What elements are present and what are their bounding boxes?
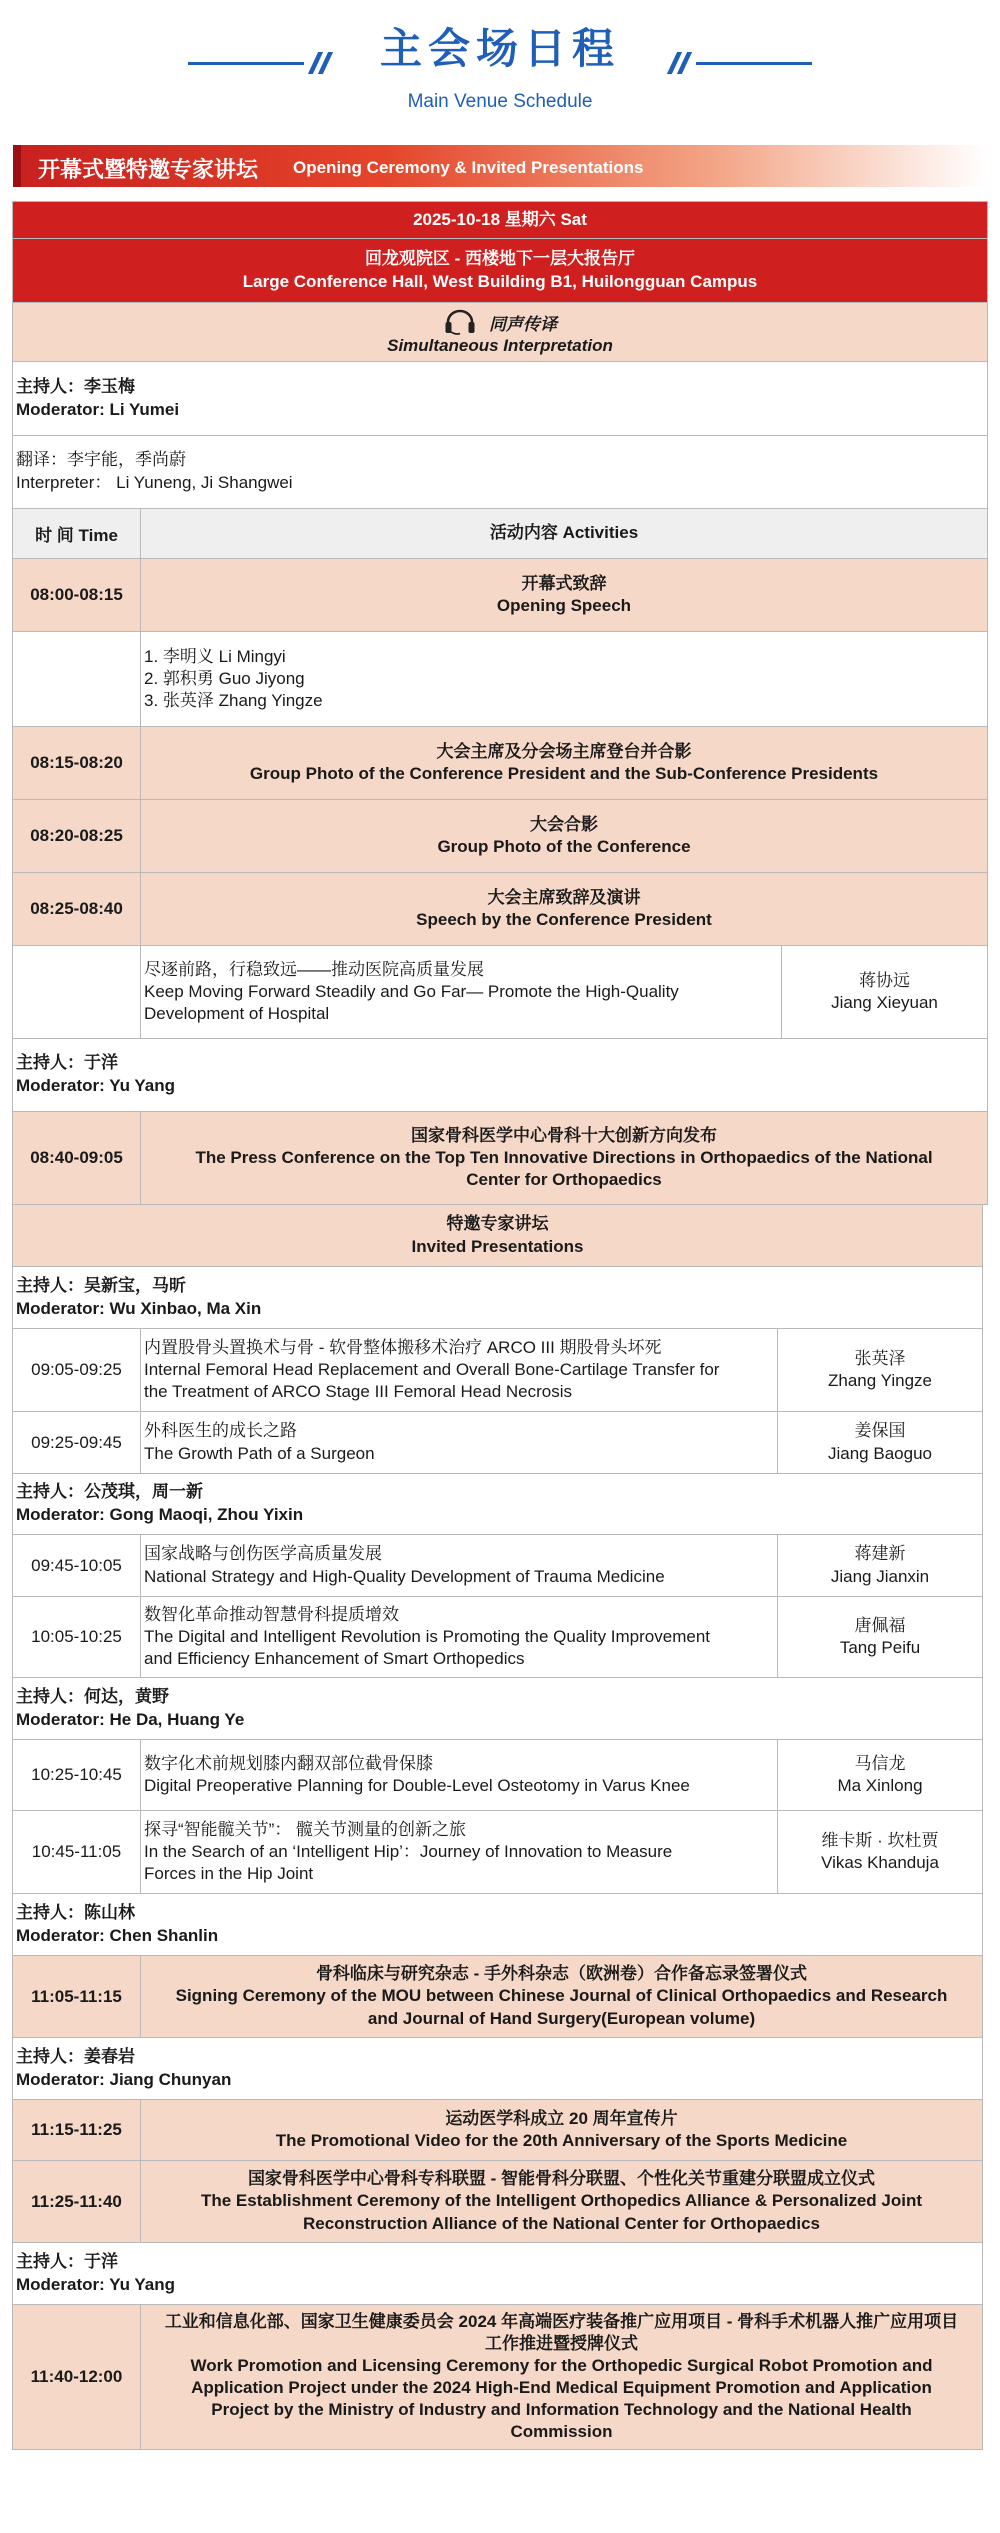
moderator-en: Moderator: Yu Yang [16, 1076, 176, 1095]
speaker-en: Jiang Baoguo [828, 1443, 932, 1463]
talk-row [12, 1535, 983, 1597]
activity-cell [141, 873, 987, 945]
moderator-en: Moderator: Jiang Chunyan [16, 2069, 232, 2089]
time-cell: 11:15-11:25 [13, 2100, 141, 2160]
activity-en: Speech by the Conference President [416, 910, 712, 929]
talk-title-en: Digital Preoperative Planning for Double-Level Osteotomy in Varus Knee [144, 1776, 690, 1795]
talk-title [141, 1597, 777, 1677]
moderator-zh: 主持人：吴新宝，马昕 [16, 1275, 186, 1295]
moderator-en: Moderator: He Da, Huang Ye [16, 1709, 245, 1729]
talk-row [12, 1740, 983, 1811]
venue-zh: 回龙观院区 - 西楼地下一层大报告厅 [364, 249, 636, 269]
activity-en: Application Project under the 2024 High-End Medical Equipment Promotion and Application [191, 2378, 932, 2397]
talk-title-zh: 数字化术前规划膝内翻双部位截骨保膝 [144, 1753, 433, 1773]
schedule-table [12, 201, 988, 2450]
talk-title-zh: 外科医生的成长之路 [144, 1421, 297, 1441]
activity-cell [141, 727, 987, 799]
moderator-row [12, 362, 988, 436]
schedule-row [12, 1956, 983, 2038]
activity-en: and Journal of Hand Surgery(European volume) [367, 2008, 756, 2028]
speaker-zh: 蒋建新 [854, 1544, 906, 1564]
interpreter-row [12, 436, 988, 509]
talk-row [12, 946, 988, 1039]
speaker-cell [781, 946, 987, 1038]
activity-cell [141, 1112, 987, 1204]
venue-en: Large Conference Hall, West Building B1, Huilongguan Campus [242, 271, 758, 291]
moderator-row [12, 1474, 983, 1535]
column-header-row [12, 509, 988, 559]
activity-zh: 大会主席及分会场主席登台并合影 [436, 741, 692, 761]
moderator-en: Moderator: Chen Shanlin [16, 1925, 219, 1945]
activity-zh: 大会合影 [530, 814, 598, 834]
moderator-zh: 主持人：姜春岩 [16, 2046, 135, 2066]
speaker-cell [777, 1412, 982, 1473]
column-header-activities: 活动内容 Activities [489, 523, 639, 543]
time-cell: 08:40-09:05 [13, 1112, 141, 1204]
talk-title-en: Internal Femoral Head Replacement and Overall Bone-Cartilage Transfer for [144, 1359, 720, 1379]
schedule-row [12, 873, 988, 946]
talk-title [141, 946, 781, 1038]
schedule-row [12, 559, 988, 632]
moderator-en: Moderator: Yu Yang [16, 2274, 176, 2294]
schedule-row [12, 1112, 988, 1205]
moderator-zh: 主持人：于洋 [16, 1053, 118, 1073]
time-cell-empty [13, 946, 141, 1038]
time-cell: 08:00-08:15 [13, 559, 141, 631]
schedule-row [12, 2305, 983, 2450]
speaker-cell [777, 1329, 982, 1411]
talk-title-zh: 数智化革命推动智慧骨科提质增效 [144, 1604, 399, 1624]
activity-en: Reconstruction Alliance of the National Center for Orthopaedics [303, 2213, 820, 2233]
time-cell: 10:05-10:25 [13, 1597, 141, 1677]
section-banner-accent [13, 145, 21, 187]
activity-en: Group Photo of the Conference [437, 837, 691, 856]
interpretation-row [12, 303, 988, 362]
talk-title [141, 1535, 777, 1596]
speaker-zh: 姜保国 [854, 1421, 906, 1441]
moderator-row [12, 1267, 983, 1329]
time-cell: 09:45-10:05 [13, 1535, 141, 1596]
speaker-item: 2. 郭积勇 Guo Jiyong [144, 668, 305, 688]
schedule-row [12, 2100, 983, 2161]
speaker-zh: 马信龙 [854, 1753, 906, 1773]
speaker-zh: 唐佩福 [854, 1615, 906, 1635]
speaker-cell [777, 1740, 982, 1810]
interpreter-en: Interpreter： Li Yuneng, Ji Shangwei [16, 473, 293, 492]
talk-title [141, 1329, 777, 1411]
activity-cell [141, 559, 987, 631]
section-title-zh: 开幕式暨特邀专家讲坛 [38, 157, 259, 182]
speaker-item: 1. 李明义 Li Mingyi [144, 646, 286, 666]
moderator-row [12, 2038, 983, 2100]
talk-title-zh: 尽逐前路，行稳致远——推动医院高质量发展 [144, 959, 484, 979]
speaker-en: Zhang Yingze [828, 1371, 932, 1390]
si-en: Simultaneous Interpretation [387, 336, 613, 355]
time-cell: 09:05-09:25 [13, 1329, 141, 1411]
talk-row [12, 1811, 983, 1894]
activity-cell [141, 800, 987, 872]
time-cell: 08:15-08:20 [13, 727, 141, 799]
time-cell: 10:25-10:45 [13, 1740, 141, 1810]
date-text: 2025-10-18 星期六 Sat [413, 209, 587, 229]
speaker-list [141, 632, 987, 726]
time-cell: 08:25-08:40 [13, 873, 141, 945]
moderator-row [12, 1894, 983, 1956]
speaker-en: Vikas Khanduja [821, 1853, 939, 1872]
talk-title-en: Development of Hospital [144, 1004, 330, 1024]
activity-en: Group Photo of the Conference President and the Sub-Conference Presidents [249, 764, 879, 783]
activity-en: The Promotional Video for the 20th Anniversary of the Sports Medicine [275, 2131, 848, 2150]
talk-title-en: the Treatment of ARCO Stage III Femoral Head Necrosis [144, 1382, 573, 1402]
activity-cell [141, 1956, 982, 2037]
moderator-row [12, 1039, 988, 1112]
activity-zh: 开幕式致辞 [521, 573, 607, 593]
si-zh: 同声传译 [489, 314, 557, 334]
talk-title-en: The Growth Path of a Surgeon [144, 1443, 375, 1463]
speaker-zh: 维卡斯 · 坎杜贾 [821, 1830, 939, 1850]
activity-cell [141, 2305, 982, 2449]
moderator-zh: 主持人：陈山林 [16, 1902, 135, 1922]
talk-title-zh: 国家战略与创伤医学高质量发展 [144, 1544, 382, 1564]
time-cell: 11:05-11:15 [13, 1956, 141, 2037]
talk-title [141, 1412, 777, 1473]
invited-zh: 特邀专家讲坛 [446, 1214, 549, 1234]
activity-zh: 骨科临床与研究杂志 - 手外科杂志（欧洲卷）合作备忘录签署仪式 [315, 1964, 808, 1984]
talk-title [141, 1811, 777, 1893]
activity-zh: 大会主席致辞及演讲 [487, 887, 641, 907]
schedule-row [12, 727, 988, 800]
activity-zh: 国家骨科医学中心骨科专科联盟 - 智能骨科分联盟、个性化关节重建分联盟成立仪式 [247, 2169, 876, 2189]
schedule-row [12, 800, 988, 873]
moderator-en: Moderator: Gong Maoqi, Zhou Yixin [16, 1505, 304, 1524]
activity-en: Commission [510, 2422, 613, 2442]
activity-en: Signing Ceremony of the MOU between Chinese Journal of Clinical Orthopaedics and Research [175, 1986, 948, 2006]
activity-en: Project by the Ministry of Industry and Information Technology and the National Health [211, 2400, 912, 2420]
activity-zh: 工业和信息化部、国家卫生健康委员会 2024 年高端医疗装备推广应用项目 - 骨科手术机器人推广应用项目 [164, 2311, 959, 2331]
time-cell: 08:20-08:25 [13, 800, 141, 872]
speaker-cell [777, 1597, 982, 1677]
column-header-time: 时 间 Time [13, 509, 141, 558]
talk-title-en: In the Search of an ‘Intelligent Hip’：Journey of Innovation to Measure [144, 1841, 673, 1861]
speaker-en: Ma Xinlong [837, 1776, 923, 1795]
activity-en: The Establishment Ceremony of the Intelligent Orthopedics Alliance & Personalized Joint [200, 2191, 923, 2211]
page-subtitle: Main Venue Schedule [407, 91, 593, 112]
speaker-cell [777, 1535, 982, 1596]
talk-title-en: and Efficiency Enhancement of Smart Orthopedics [144, 1649, 525, 1669]
activity-zh: 运动医学科成立 20 周年宣传片 [445, 2108, 678, 2128]
moderator-zh: 主持人：何达，黄野 [16, 1686, 169, 1706]
talk-title-en: Forces in the Hip Joint [144, 1864, 314, 1884]
section-title-en: Opening Ceremony & Invited Presentations [293, 158, 644, 177]
speaker-en: Jiang Jianxin [830, 1566, 930, 1586]
moderator-row [12, 2243, 983, 2305]
time-cell: 11:40-12:00 [13, 2305, 141, 2449]
schedule-row [12, 2161, 983, 2243]
talk-title [141, 1740, 777, 1810]
talk-row [12, 1597, 983, 1678]
talk-row [12, 1329, 983, 1412]
moderator-en: Moderator: Wu Xinbao, Ma Xin [16, 1298, 262, 1318]
moderator-en: Moderator: Li Yumei [16, 399, 180, 419]
date-row [12, 201, 988, 239]
section-banner [13, 145, 988, 187]
talk-row [12, 1412, 983, 1474]
speaker-zh: 张英泽 [854, 1348, 906, 1368]
activity-zh: 国家骨科医学中心骨科十大创新方向发布 [411, 1125, 717, 1145]
activity-zh: 工作推进暨授牌仪式 [485, 2333, 638, 2353]
speaker-en: Jiang Xieyuan [831, 993, 938, 1012]
invited-en: Invited Presentations [411, 1236, 584, 1256]
talk-title-en: Keep Moving Forward Steadily and Go Far— Promote the High-Quality [144, 981, 679, 1001]
moderator-row [12, 1678, 983, 1740]
time-cell: 10:45-11:05 [13, 1811, 141, 1893]
talk-title-zh: 探寻“智能髋关节”： 髋关节测量的创新之旅 [144, 1819, 467, 1839]
speakers-row [12, 632, 988, 727]
activity-en: Opening Speech [496, 596, 632, 615]
moderator-zh: 主持人：于洋 [16, 2251, 118, 2271]
activity-cell [141, 2161, 982, 2242]
moderator-zh: 主持人：公茂琪，周一新 [16, 1482, 203, 1502]
speaker-item: 3. 张英泽 Zhang Yingze [144, 691, 323, 711]
talk-title-zh: 内置股骨头置换术与骨 - 软骨整体搬移术治疗 ARCO III 期股骨头坏死 [144, 1337, 662, 1357]
time-cell-empty [13, 632, 141, 726]
speaker-en: Tang Peifu [839, 1638, 921, 1657]
time-cell: 11:25-11:40 [13, 2161, 141, 2242]
activity-cell [141, 2100, 982, 2160]
decor-line-right [696, 62, 812, 65]
headset-icon [443, 308, 477, 336]
time-cell: 09:25-09:45 [13, 1412, 141, 1473]
activity-en: Center for Orthopaedics [466, 1170, 662, 1190]
speaker-zh: 蒋协远 [859, 970, 910, 990]
speaker-cell [777, 1811, 982, 1893]
invited-header-row [12, 1205, 983, 1267]
interpreter-zh: 翻译：李宇能，季尚蔚 [16, 450, 186, 470]
page-title: 主会场日程 [379, 25, 620, 72]
moderator-zh: 主持人：李玉梅 [16, 376, 135, 396]
activity-en: The Press Conference on the Top Ten Innovative Directions in Orthopaedics of the National [195, 1147, 933, 1167]
venue-row [12, 239, 988, 303]
talk-title-en: The Digital and Intelligent Revolution is Promoting the Quality Improvement [144, 1626, 711, 1646]
activity-en: Work Promotion and Licensing Ceremony for the Orthopedic Surgical Robot Promotion and [190, 2355, 933, 2375]
page-header [0, 0, 1000, 125]
talk-title-en: National Strategy and High-Quality Development of Trauma Medicine [144, 1566, 665, 1586]
